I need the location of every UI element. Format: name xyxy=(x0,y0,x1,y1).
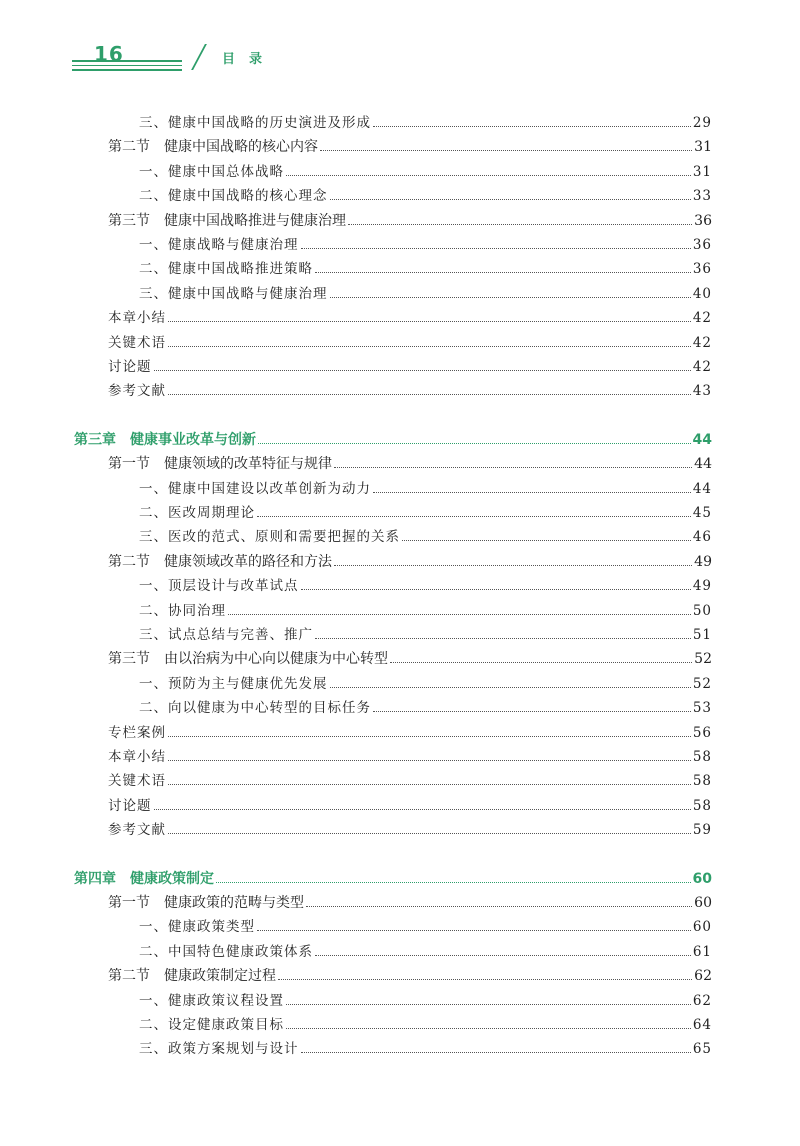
toc-entry-page: 40 xyxy=(692,285,712,302)
dot-leader xyxy=(330,198,691,200)
toc-entry-page: 60 xyxy=(694,895,712,911)
toc-section-entry[interactable] xyxy=(108,647,712,671)
toc-entry-page: 31 xyxy=(692,163,712,180)
toc-entry-page: 43 xyxy=(692,383,712,400)
dot-leader xyxy=(258,442,691,444)
toc-entry-page: 50 xyxy=(692,602,712,619)
toc-entry-page: 46 xyxy=(692,529,712,546)
toc-entry-page: 52 xyxy=(692,675,712,692)
toc-entry-page: 58 xyxy=(692,749,712,765)
dot-leader xyxy=(257,515,691,517)
toc-entry-page: 52 xyxy=(694,651,712,668)
dot-leader xyxy=(168,783,691,785)
toc-section-entry[interactable] xyxy=(108,209,712,233)
dot-leader xyxy=(315,637,691,639)
toc-entry-page: 42 xyxy=(692,310,712,327)
toc-entry-title: 一、健康政策议程设置 xyxy=(139,992,284,1009)
dot-leader xyxy=(154,369,691,371)
toc-entry-page: 45 xyxy=(692,505,712,521)
toc-entry[interactable] xyxy=(108,794,712,818)
toc-entry[interactable] xyxy=(139,1013,712,1037)
toc-entry[interactable] xyxy=(108,331,712,355)
toc-entry-page: 49 xyxy=(692,578,712,595)
toc-entry[interactable] xyxy=(139,501,712,525)
toc-entry-page: 58 xyxy=(692,773,712,790)
toc-entry-title: 二、健康中国战略推进策略 xyxy=(139,261,313,278)
toc-entry[interactable] xyxy=(108,355,712,379)
toc-entry-title: 第二节 健康领域改革的路径和方法 xyxy=(108,553,332,570)
dot-leader xyxy=(301,1051,691,1053)
dot-leader xyxy=(257,929,691,931)
toc-entry-title: 第二节 健康政策制定过程 xyxy=(108,968,276,985)
toc-entry-title: 一、顶层设计与改革试点 xyxy=(139,578,299,595)
toc-entry-page: 33 xyxy=(692,188,712,205)
dot-leader xyxy=(286,174,691,176)
toc-entry-page: 36 xyxy=(694,212,712,229)
dot-leader xyxy=(330,296,691,298)
dot-leader xyxy=(278,978,692,980)
toc-entry[interactable] xyxy=(139,282,712,306)
header-slash-divider xyxy=(191,44,207,70)
toc-entry[interactable] xyxy=(139,915,712,939)
toc-entry-title: 关键术语 xyxy=(108,334,166,351)
toc-entry-page: 42 xyxy=(692,334,712,351)
page-number: 16 xyxy=(94,42,124,66)
dot-leader xyxy=(301,247,691,249)
toc-entry-title: 本章小结 xyxy=(108,749,166,765)
toc-entry-title: 一、健康中国总体战略 xyxy=(139,163,284,180)
dot-leader xyxy=(334,466,692,468)
dot-leader xyxy=(402,539,691,541)
toc-entry-title: 一、预防为主与健康优先发展 xyxy=(139,675,328,692)
toc-entry-page: 29 xyxy=(692,115,712,131)
dot-leader xyxy=(168,393,691,395)
header-rule-lines xyxy=(72,60,182,74)
toc-entry-page: 58 xyxy=(692,797,712,814)
toc-entry-page: 62 xyxy=(694,968,712,985)
header-title: 目录 xyxy=(222,52,277,67)
toc-entry-page: 44 xyxy=(692,480,712,497)
toc-entry[interactable] xyxy=(108,721,712,745)
dot-leader xyxy=(334,564,692,566)
toc-entry[interactable] xyxy=(139,623,712,647)
toc-entry-page: 44 xyxy=(692,431,712,448)
toc-entry[interactable] xyxy=(139,574,712,598)
toc-entry[interactable] xyxy=(108,818,712,842)
toc-entry[interactable] xyxy=(139,696,712,720)
toc-entry-page: 51 xyxy=(692,627,712,643)
toc-entry[interactable] xyxy=(139,599,712,623)
toc-entry-page: 61 xyxy=(692,943,712,960)
toc-entry-title: 三、政策方案规划与设计 xyxy=(139,1041,299,1058)
toc-entry[interactable] xyxy=(108,769,712,793)
toc-entry[interactable] xyxy=(139,525,712,549)
toc-entry-title: 第一节 健康领域的改革特征与规律 xyxy=(108,456,332,473)
dot-leader xyxy=(320,149,692,151)
dot-leader xyxy=(373,491,691,493)
dot-leader xyxy=(373,710,691,712)
toc-entry[interactable] xyxy=(139,111,712,135)
toc-entry-title: 三、健康中国战略与健康治理 xyxy=(139,285,328,302)
toc-section-entry[interactable] xyxy=(108,964,712,988)
toc-entry-title: 参考文献 xyxy=(108,383,166,400)
toc-entry[interactable] xyxy=(139,989,712,1013)
dot-leader xyxy=(306,905,692,907)
toc-section-entry[interactable] xyxy=(108,891,712,915)
dot-leader xyxy=(168,320,691,322)
toc-entry-title: 三、医改的范式、原则和需要把握的关系 xyxy=(139,529,400,546)
toc-entry-title: 二、中国特色健康政策体系 xyxy=(139,943,313,960)
toc-entry-page: 60 xyxy=(692,919,712,936)
toc-entry-page: 56 xyxy=(692,724,712,741)
toc-entry-title: 一、健康战略与健康治理 xyxy=(139,237,299,253)
toc-entry[interactable] xyxy=(108,745,712,769)
dot-leader xyxy=(216,881,691,883)
toc-entry[interactable] xyxy=(108,306,712,330)
toc-entry-page: 49 xyxy=(694,553,712,570)
dot-leader xyxy=(168,345,691,347)
toc-entry-title: 讨论题 xyxy=(108,797,152,814)
dot-leader xyxy=(390,661,692,663)
dot-leader xyxy=(168,832,691,834)
toc-entry[interactable] xyxy=(139,672,712,696)
dot-leader xyxy=(286,1003,691,1005)
toc-entry-title: 第四章 健康政策制定 xyxy=(74,870,214,887)
toc-entry-page: 65 xyxy=(692,1041,712,1058)
toc-entry-page: 53 xyxy=(692,700,712,717)
toc-entry-page: 44 xyxy=(694,456,712,473)
dot-leader xyxy=(315,954,691,956)
toc-entry-title: 讨论题 xyxy=(108,359,152,375)
dot-leader xyxy=(228,613,691,615)
toc-entry-page: 31 xyxy=(694,139,712,156)
dot-leader xyxy=(154,808,691,810)
dot-leader xyxy=(168,759,691,761)
toc-entry-title: 二、协同治理 xyxy=(139,602,226,619)
toc-section-entry[interactable] xyxy=(108,550,712,574)
dot-leader xyxy=(301,588,691,590)
dot-leader xyxy=(348,223,692,225)
toc-entry[interactable] xyxy=(139,184,712,208)
toc-entry-page: 60 xyxy=(692,870,712,887)
toc-entry-title: 第二节 健康中国战略的核心内容 xyxy=(108,139,318,156)
toc-entry[interactable] xyxy=(108,379,712,403)
toc-entry[interactable] xyxy=(139,160,712,184)
toc-entry-title: 第三节 由以治病为中心向以健康为中心转型 xyxy=(108,651,388,668)
toc-entry-title: 本章小结 xyxy=(108,310,166,327)
toc-section-entry[interactable] xyxy=(108,452,712,476)
toc-entry-title: 二、向以健康为中心转型的目标任务 xyxy=(139,700,371,717)
dot-leader xyxy=(373,125,691,127)
toc-entry-title: 关键术语 xyxy=(108,773,166,790)
toc-entry-title: 三、试点总结与完善、推广 xyxy=(139,627,313,643)
toc-section-entry[interactable] xyxy=(108,135,712,159)
toc-entry-page: 36 xyxy=(692,237,712,253)
toc-entry[interactable] xyxy=(139,940,712,964)
toc-entry[interactable] xyxy=(139,233,712,257)
toc-entry[interactable] xyxy=(139,257,712,281)
dot-leader xyxy=(168,735,691,737)
toc-entry-title: 二、设定健康政策目标 xyxy=(139,1017,284,1033)
toc-entry-title: 三、健康中国战略的历史演进及形成 xyxy=(139,115,371,131)
toc-entry-page: 64 xyxy=(692,1017,712,1033)
toc-entry-page: 42 xyxy=(692,359,712,375)
toc-entry-title: 二、健康中国战略的核心理念 xyxy=(139,188,328,205)
toc-entry-title: 参考文献 xyxy=(108,822,166,839)
toc-entry-title: 第一节 健康政策的范畴与类型 xyxy=(108,895,304,911)
toc-entry-page: 59 xyxy=(692,822,712,839)
toc-entry-title: 二、医改周期理论 xyxy=(139,505,255,521)
toc-entry-page: 36 xyxy=(692,261,712,278)
toc-entry-title: 第三章 健康事业改革与创新 xyxy=(74,431,256,448)
toc-entry-page: 62 xyxy=(692,992,712,1009)
dot-leader xyxy=(315,271,691,273)
toc-entry-title: 专栏案例 xyxy=(108,724,166,741)
toc-entry-title: 一、健康中国建设以改革创新为动力 xyxy=(139,480,371,497)
dot-leader xyxy=(286,1027,691,1029)
toc-entry-title: 一、健康政策类型 xyxy=(139,919,255,936)
running-header xyxy=(72,42,277,72)
toc-chapter-entry[interactable] xyxy=(74,867,712,891)
toc-entry[interactable] xyxy=(139,1037,712,1061)
toc-chapter-entry[interactable] xyxy=(74,428,712,452)
dot-leader xyxy=(330,686,691,688)
toc-entry-title: 第三节 健康中国战略推进与健康治理 xyxy=(108,212,346,229)
toc-entry[interactable] xyxy=(139,477,712,501)
